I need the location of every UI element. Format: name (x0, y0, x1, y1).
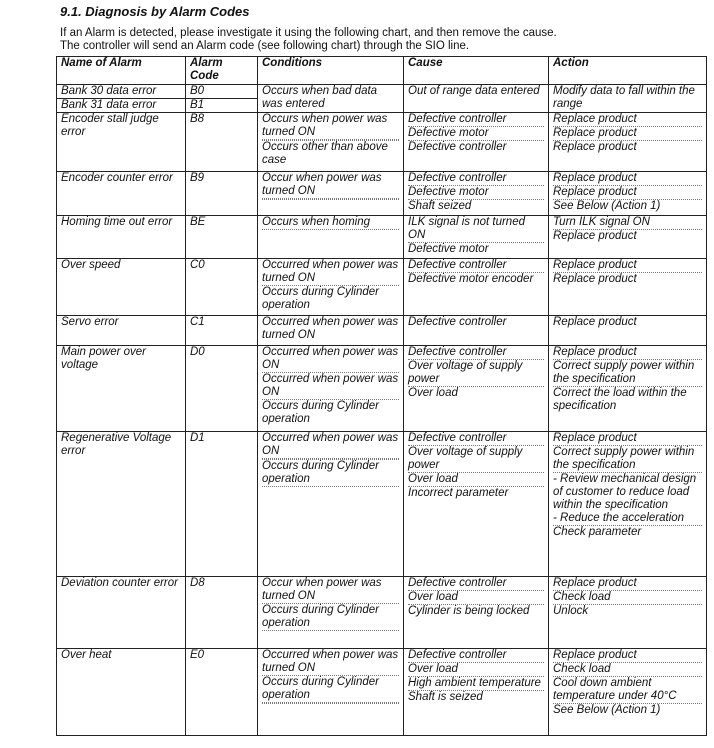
action-text: Cool down ambient temperature under 40°C (553, 676, 702, 703)
cond-text: Occurs during Cylinder operation (262, 603, 399, 630)
alarm-action (549, 215, 707, 258)
cause-text: Over load (408, 472, 544, 486)
table-row (57, 259, 707, 316)
header-alarm-code: Alarm Code (186, 57, 258, 85)
cond-text: Occurs other than above case (262, 140, 399, 167)
alarm-action (549, 259, 707, 316)
alarm-cond (258, 215, 404, 258)
cause-text: Incorrect parameter (408, 486, 544, 500)
table-row (57, 345, 707, 432)
cause-text: ILK signal is not turned ON (408, 215, 525, 241)
action-text: Check load (553, 590, 702, 604)
intro-text (60, 27, 557, 53)
action-text: Correct supply power within the specification (553, 359, 702, 386)
header-name-of-alarm: Name of Alarm (57, 57, 186, 85)
alarm-cause (404, 316, 549, 345)
table-row (57, 171, 707, 215)
cause-text: Defective controller (408, 316, 507, 329)
cond-text (262, 199, 399, 200)
action-text: Replace product (553, 259, 637, 272)
cond-text: Occur when power was turned ON (262, 576, 382, 602)
alarm-cause (404, 85, 549, 113)
section-title: 9.1. Diagnosis by Alarm Codes (60, 4, 250, 19)
cause-text: Over voltage of supply power (408, 359, 544, 386)
cond-text (262, 703, 399, 704)
alarm-cond (258, 113, 404, 171)
cause-text: Defective controller (408, 259, 507, 272)
alarm-code: D0 (186, 345, 258, 432)
action-text: Replace product (553, 229, 702, 243)
cond-text: Occurs during Cylinder operation (262, 399, 399, 426)
header-action: Action (549, 57, 707, 85)
alarm-cond (258, 259, 404, 316)
alarm-name: Over speed (57, 259, 186, 316)
cond-text: Occurred when power was turned ON (262, 316, 399, 342)
cond-text: Occurred when power was ON (262, 372, 399, 398)
alarm-cond (258, 85, 404, 113)
cause-text: Over load (408, 662, 544, 676)
alarm-name: Servo error (57, 316, 186, 345)
cond-text: Occurs when power was turned ON (262, 113, 388, 139)
action-text: Check load (553, 662, 702, 676)
alarm-code: B1 (186, 99, 258, 113)
table-row (57, 649, 707, 736)
alarm-table-body (57, 85, 707, 736)
cause-text: Over load (408, 386, 544, 400)
cause-text: Defective motor (408, 185, 544, 199)
cond-text: Occurred when power was turned ON (262, 649, 399, 675)
cause-text: Defective motor (408, 242, 544, 256)
alarm-name: Encoder counter error (57, 171, 186, 215)
table-row (57, 85, 707, 99)
alarm-action (549, 432, 707, 577)
action-text: - Review mechanical design of customer to reduce load within the specification - Reduce the acceleration (553, 472, 702, 525)
alarm-cause (404, 649, 549, 736)
alarm-cause (404, 215, 549, 258)
cause-text: Defective controller (408, 432, 507, 445)
cause-text: Over load (408, 590, 544, 604)
action-text: Replace product (553, 140, 702, 154)
action-text: Turn ILK signal ON (553, 215, 650, 228)
action-text: Correct the load within the specification (553, 386, 702, 413)
action-text: Replace product (553, 113, 637, 126)
cond-text: Occurs when bad data was entered (262, 85, 378, 110)
alarm-cause (404, 432, 549, 577)
action-text: Check parameter (553, 525, 702, 539)
alarm-cond (258, 345, 404, 432)
table-row (57, 215, 707, 258)
cond-text: Occurs during Cylinder operation (262, 459, 399, 486)
alarm-code: D8 (186, 576, 258, 648)
alarm-cond (258, 576, 404, 648)
alarm-cause (404, 113, 549, 171)
action-text: Replace product (553, 316, 637, 329)
cond-text: Occur when power was turned ON (262, 171, 382, 197)
cond-text: Occurred when power was turned ON (262, 259, 399, 285)
alarm-cause (404, 345, 549, 432)
header-conditions: Conditions (258, 57, 404, 85)
cause-text: High ambient temperature (408, 676, 544, 690)
cond-text (262, 630, 399, 631)
alarm-action (549, 113, 707, 171)
alarm-action (549, 576, 707, 648)
cause-text: Defective controller (408, 345, 507, 358)
alarm-code: E0 (186, 649, 258, 736)
intro-line-2: The controller will send an Alarm code (see following chart) through the SIO line. (60, 40, 470, 52)
cause-text: Defective controller (408, 649, 507, 662)
action-text: Replace product (553, 649, 637, 662)
cause-text: Out of range data entered (408, 85, 540, 97)
alarm-name: Homing time out error (57, 215, 186, 258)
alarm-code-table (56, 56, 707, 736)
cond-text: Occurs during Cylinder operation (262, 675, 399, 702)
cause-text: Defective controller (408, 576, 507, 589)
alarm-name: Main power over voltage (57, 345, 186, 432)
cond-text: Occurs during Cylinder operation (262, 285, 399, 312)
alarm-code: B0 (186, 85, 258, 99)
cause-text: Defective controller (408, 140, 544, 154)
action-text: Replace product (553, 432, 637, 445)
alarm-code: B9 (186, 171, 258, 215)
table-row (57, 576, 707, 648)
action-text: Correct supply power within the specification (553, 445, 702, 472)
alarm-cond (258, 432, 404, 577)
action-text: See Below (Action 1) (553, 703, 702, 717)
alarm-action (549, 345, 707, 432)
cause-text: Defective controller (408, 171, 507, 184)
alarm-cond (258, 316, 404, 345)
alarm-cause (404, 171, 549, 215)
action-text: Replace product (553, 185, 702, 199)
alarm-name: Bank 30 data error (57, 85, 186, 99)
action-text: Replace product (553, 171, 637, 184)
action-text: Unlock (553, 604, 702, 618)
cond-text (262, 486, 399, 487)
alarm-action (549, 171, 707, 215)
intro-line-1: If an Alarm is detected, please investigate it using the following chart, and then remove the cause. (60, 27, 557, 39)
action-text: Modify data to fall within the range (553, 85, 695, 110)
alarm-cond (258, 171, 404, 215)
action-text: Replace product (553, 576, 637, 589)
alarm-code: BE (186, 215, 258, 258)
header-cause: Cause (404, 57, 549, 85)
action-text: Replace product (553, 126, 702, 140)
alarm-name: Bank 31 data error (57, 99, 186, 113)
table-row (57, 113, 707, 171)
action-text: Replace product (553, 272, 702, 286)
alarm-name: Regenerative Voltage error (57, 432, 186, 577)
alarm-name: Deviation counter error (57, 576, 186, 648)
action-text: Replace product (553, 345, 637, 358)
cause-text: Shaft is seized (408, 690, 544, 704)
cause-text: Cylinder is being locked (408, 604, 544, 618)
cond-text: Occurred when power was ON (262, 432, 399, 458)
alarm-name: Encoder stall judge error (57, 113, 186, 171)
cause-text: Defective controller (408, 113, 507, 126)
cond-text: Occurred when power was ON (262, 345, 399, 371)
table-row (57, 432, 707, 577)
alarm-action (549, 316, 707, 345)
alarm-cause (404, 259, 549, 316)
alarm-action (549, 85, 707, 113)
cause-text: Over voltage of supply power (408, 445, 544, 472)
cause-text: Defective motor encoder (408, 272, 544, 286)
alarm-code: D1 (186, 432, 258, 577)
cond-text: Occurs when homing (262, 215, 371, 228)
cond-text (262, 229, 399, 230)
table-row (57, 316, 707, 345)
alarm-name: Over heat (57, 649, 186, 736)
alarm-cond (258, 649, 404, 736)
alarm-code: C0 (186, 259, 258, 316)
alarm-code: C1 (186, 316, 258, 345)
action-text: See Below (Action 1) (553, 199, 702, 213)
alarm-action (549, 649, 707, 736)
cause-text: Defective motor (408, 126, 544, 140)
alarm-cause (404, 576, 549, 648)
cause-text: Shaft seized (408, 199, 544, 213)
alarm-code: B8 (186, 113, 258, 171)
